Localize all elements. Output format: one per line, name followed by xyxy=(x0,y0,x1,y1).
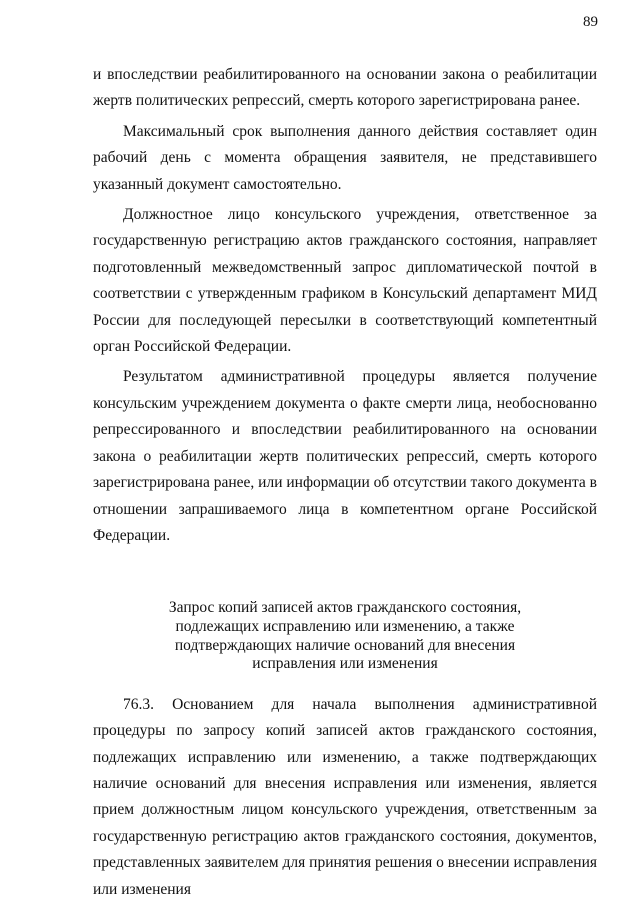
document-body xyxy=(93,62,597,903)
section-title-line: исправления или изменения xyxy=(252,655,438,673)
page-number: 89 xyxy=(583,14,598,30)
paragraph-continuation: и впоследствии реабилитированного на основании закона о реабилитации жертв политических репрессий, смерть которого зарегистрирована ранее. xyxy=(93,66,597,110)
section-title-line: подлежащих исправлению или изменению, а также xyxy=(175,617,515,635)
section-title-line: Запрос копий записей актов гражданского состояния, xyxy=(168,599,522,617)
section-title-line: подтверждающих наличие оснований для внесения xyxy=(174,636,516,654)
paragraph-result: Результатом административной процедуры является получение консульским учреждением документа о факте смерти лица, необоснованно репрессированного и впоследствии реабилитированного на основании закона о реабилитации жертв политических репрессий, смерть которого зарегистрирована ранее, или информации об отсутствии такого документа в отношении запрашиваемого лица в компетентном органе Российской Федерации. xyxy=(93,368,597,544)
paragraph-official-request: Должностное лицо консульского учреждения, ответственное за государственную регистрацию актов гражданского состояния, направляет подготовленный межведомственный запрос дипломатической почтой в соответствии с утвержденным графиком в Консульский департамент МИД России для последующей пересылки в соответствующий компетентный орган Российской Федерации. xyxy=(93,206,597,356)
section-title xyxy=(93,599,597,673)
paragraph-deadline: Максимальный срок выполнения данного действия составляет один рабочий день с момента обращения заявителя, не представившего указанный документ самостоятельно. xyxy=(93,122,597,193)
paragraph-76-3: 76.3. Основанием для начала выполнения административной процедуры по запросу копий записей актов гражданского состояния, подлежащих исправлению или изменению, а также подтверждающих наличие оснований для внесения исправления или изменения, является прием должностным лицом консульского учреждения, ответственным за государственную регистрацию актов гражданского состояния, документов, представленных заявителем для принятия решения о внесении исправления или изменения xyxy=(93,695,597,898)
